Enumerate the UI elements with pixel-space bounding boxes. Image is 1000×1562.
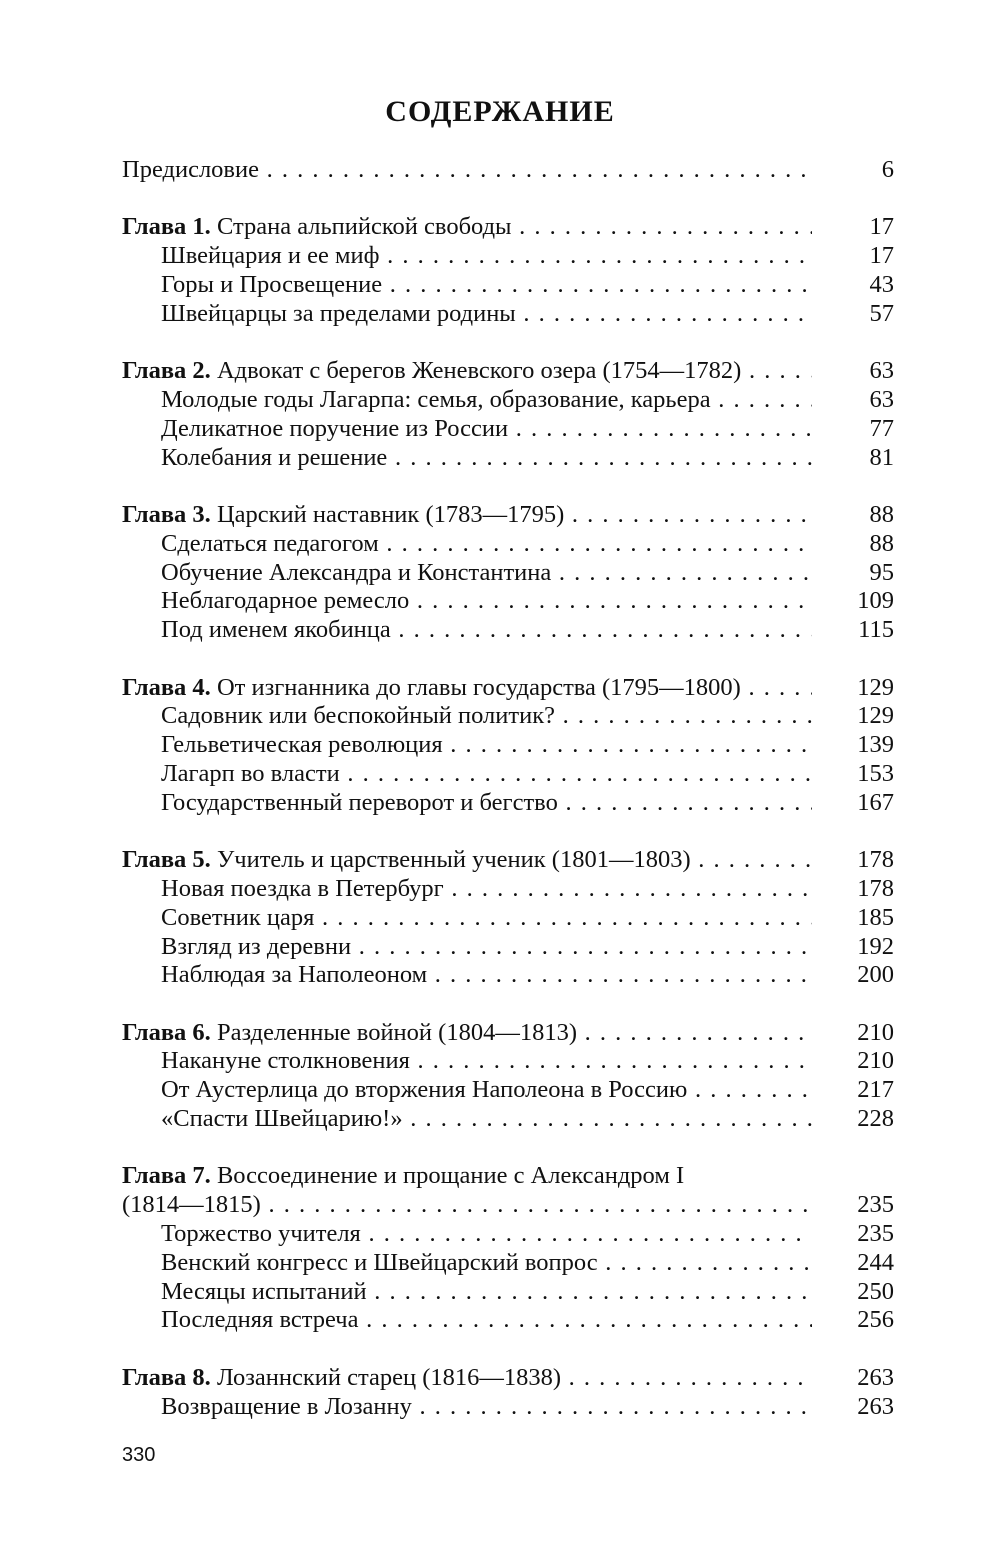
toc-entry-page: 129	[857, 702, 894, 730]
toc-section-title: Месяцы испытаний . . .	[161, 1278, 812, 1307]
toc-section-title: Советник царя . . .	[161, 904, 812, 933]
toc-section-title: Накануне столкновения . . .	[161, 1047, 812, 1076]
toc-entry-page: 77	[869, 414, 894, 442]
toc-chapter-title: Глава 4. От изгнанника до главы государства (1795—1800) . . .	[122, 674, 812, 703]
toc-section[interactable]	[122, 731, 894, 760]
toc-section-title: Под именем якобинца . . .	[161, 616, 812, 645]
toc-chapter-2[interactable]	[122, 357, 894, 386]
toc-section-title: Молодые годы Лагарпа: семья, образование, карьера . . .	[161, 386, 812, 415]
toc-entry-page: 109	[857, 587, 894, 615]
toc-entry-page: 6	[881, 156, 894, 183]
toc-section[interactable]	[122, 587, 894, 616]
toc-entry-page: 95	[869, 558, 894, 586]
toc-section[interactable]	[122, 1076, 894, 1105]
toc-entry-page: 43	[869, 270, 894, 298]
toc-chapter-7[interactable]	[122, 1162, 894, 1191]
toc-entry-page: 115	[858, 616, 894, 644]
toc-chapter-title: Глава 7. Воссоединение и прощание с Александром I	[122, 1162, 685, 1190]
toc-chapter-1[interactable]	[122, 213, 894, 242]
page-number: 330	[122, 1444, 156, 1466]
toc-entry-page: 192	[857, 932, 894, 960]
toc-chapter-title: Глава 8. Лозаннский старец (1816—1838) . . .	[122, 1364, 812, 1393]
toc-section-title: Горы и Просвещение . . .	[161, 271, 812, 300]
toc-section[interactable]	[122, 271, 894, 300]
toc-section-title: Неблагодарное ремесло . . .	[161, 587, 812, 616]
toc-section-title: Садовник или беспокойный политик? . . .	[161, 702, 812, 731]
toc-section[interactable]	[122, 444, 894, 473]
toc-chapter-6[interactable]	[122, 1019, 894, 1048]
toc-entry-page: 210	[857, 1018, 894, 1046]
toc-section-title: Наблюдая за Наполеоном . . .	[161, 961, 812, 990]
toc-entry-page: 200	[857, 961, 894, 989]
toc-section[interactable]	[122, 904, 894, 933]
toc-section-title: Лагарп во власти . . .	[161, 760, 812, 789]
chapter-label: Глава 5.	[122, 846, 211, 874]
toc-entry-page: 256	[857, 1306, 894, 1334]
toc-section[interactable]	[122, 875, 894, 904]
toc-entry-page: 63	[869, 357, 894, 385]
toc-section[interactable]	[122, 1047, 894, 1076]
toc-section[interactable]	[122, 1220, 894, 1249]
toc-section-title: Гельветическая революция . . .	[161, 731, 812, 760]
toc-section-title: Швейцарцы за пределами родины . . .	[161, 300, 812, 329]
chapter-label: Глава 8.	[122, 1363, 211, 1391]
toc-entry-title: Предисловие . . .	[122, 156, 812, 185]
toc-chapter-title: Глава 6. Разделенные войной (1804—1813) . . .	[122, 1019, 812, 1048]
toc-entry-page: 263	[857, 1392, 894, 1420]
toc-entry-page: 178	[857, 846, 894, 874]
toc-section-title: Возвращение в Лозанну . . .	[161, 1393, 812, 1422]
toc-section-title: Новая поездка в Петербург . . .	[161, 875, 812, 904]
toc-section[interactable]	[122, 530, 894, 559]
chapter-label: Глава 2.	[122, 357, 211, 385]
toc-entry-page: 228	[857, 1105, 894, 1133]
page-title: СОДЕРЖАНИЕ	[385, 95, 615, 128]
toc-section-title: Государственный переворот и бегство . . .	[161, 789, 812, 818]
toc-entry-page: 263	[857, 1363, 894, 1391]
toc-entry-page: 88	[869, 500, 894, 528]
toc-entry-page: 153	[857, 759, 894, 787]
toc-entry-page: 17	[869, 242, 894, 270]
toc-entry-page: 235	[857, 1191, 894, 1219]
toc-section[interactable]	[122, 300, 894, 329]
toc-section-title: Торжество учителя . . .	[161, 1220, 812, 1249]
chapter-label: Глава 7.	[122, 1162, 211, 1190]
toc-entry-page: 250	[857, 1277, 894, 1305]
toc-section-title: Обучение Александра и Константина . . .	[161, 559, 812, 588]
toc-section-title: Последняя встреча . . .	[161, 1306, 812, 1335]
toc-entry-page: 167	[857, 788, 894, 816]
toc-section[interactable]	[122, 702, 894, 731]
toc-section[interactable]	[122, 961, 894, 990]
toc-entry-page: 88	[869, 529, 894, 557]
toc-entry-page: 17	[869, 213, 894, 241]
toc-section[interactable]	[122, 242, 894, 271]
toc-section[interactable]	[122, 415, 894, 444]
toc-entry-page: 210	[857, 1047, 894, 1075]
toc-chapter-5[interactable]	[122, 846, 894, 875]
toc-section[interactable]	[122, 1278, 894, 1307]
toc-section[interactable]	[122, 386, 894, 415]
toc-section-title: «Спасти Швейцарию!» . . .	[161, 1105, 812, 1134]
toc-section[interactable]	[122, 1249, 894, 1278]
toc-chapter-4[interactable]	[122, 674, 894, 703]
toc-entry-page: 57	[869, 299, 894, 327]
toc-chapter-8[interactable]	[122, 1364, 894, 1393]
toc-section[interactable]	[122, 1393, 894, 1422]
toc-section-title: Сделаться педагогом . . .	[161, 530, 812, 559]
chapter-label: Глава 6.	[122, 1018, 211, 1046]
toc-section[interactable]	[122, 1306, 894, 1335]
chapter-label: Глава 4.	[122, 673, 211, 701]
toc-entry-page: 244	[857, 1248, 894, 1276]
toc-section[interactable]	[122, 933, 894, 962]
toc-section[interactable]	[122, 789, 894, 818]
toc-entry-page: 139	[857, 731, 894, 759]
toc-section-title: Колебания и решение . . .	[161, 444, 812, 473]
toc-section-title: Деликатное поручение из России . . .	[161, 415, 812, 444]
toc-entry-page: 81	[869, 443, 894, 471]
toc-chapter-title: Глава 3. Царский наставник (1783—1795) . . .	[122, 501, 812, 530]
toc-entry-page: 63	[869, 385, 894, 413]
toc-section[interactable]	[122, 1105, 894, 1134]
toc-chapter-title: Глава 1. Страна альпийской свободы . . .	[122, 213, 812, 242]
toc-entry-page: 217	[857, 1076, 894, 1104]
toc-section-title: От Аустерлица до вторжения Наполеона в Россию . . .	[161, 1076, 812, 1105]
toc-section[interactable]	[122, 559, 894, 588]
table-of-contents	[122, 156, 894, 1421]
toc-section-title: Взгляд из деревни . . .	[161, 933, 812, 962]
toc-entry-page: 185	[857, 903, 894, 931]
chapter-label: Глава 1.	[122, 213, 211, 241]
toc-entry-page: 129	[857, 673, 894, 701]
toc-section-title: Венский конгресс и Швейцарский вопрос . . .	[161, 1249, 812, 1278]
toc-chapter-title: Глава 5. Учитель и царственный ученик (1801—1803) . . .	[122, 846, 812, 875]
toc-chapter-title-cont: (1814—1815) . . .	[122, 1191, 812, 1220]
toc-chapter-title: Глава 2. Адвокат с берегов Женевского озера (1754—1782) . . .	[122, 357, 812, 386]
toc-section-title: Швейцария и ее миф . . .	[161, 242, 812, 271]
toc-entry-page: 235	[857, 1220, 894, 1248]
toc-chapter-3[interactable]	[122, 501, 894, 530]
toc-chapter-7-continued[interactable]	[122, 1191, 894, 1220]
toc-section[interactable]	[122, 616, 894, 645]
toc-section[interactable]	[122, 760, 894, 789]
toc-entry-preface[interactable]	[122, 156, 894, 185]
toc-entry-page: 178	[857, 874, 894, 902]
chapter-label: Глава 3.	[122, 500, 211, 528]
